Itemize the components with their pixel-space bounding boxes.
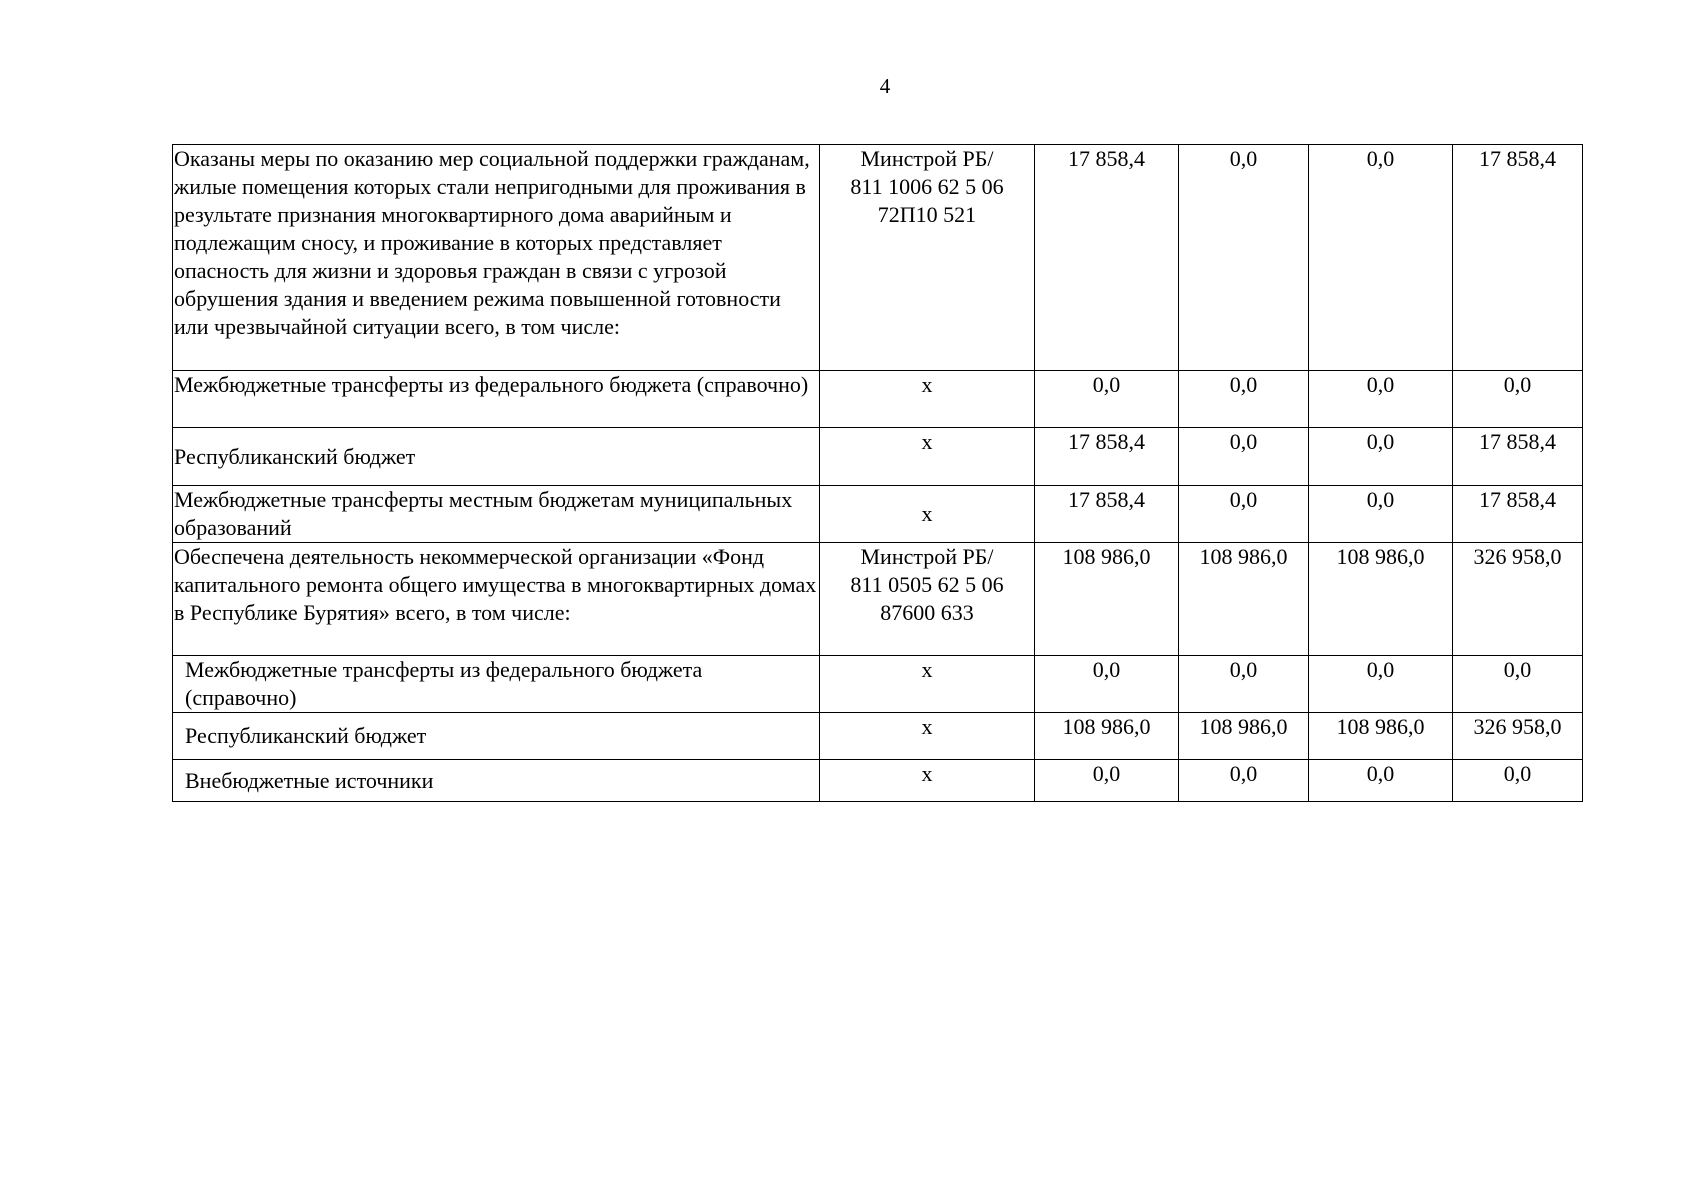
value-cell-2: 108 986,0 <box>1179 543 1309 656</box>
value-cell-1: 0,0 <box>1035 760 1179 802</box>
value-cell-3: 0,0 <box>1309 428 1453 486</box>
row-code: x <box>820 428 1035 486</box>
row-description: Внебюджетные источники <box>173 760 820 802</box>
code-line: Минстрой РБ/ <box>860 146 994 171</box>
table-row <box>173 428 1583 486</box>
row-code: x <box>820 760 1035 802</box>
total-cell: 17 858,4 <box>1453 428 1583 486</box>
row-code: x <box>820 486 1035 543</box>
value-cell-1: 17 858,4 <box>1035 486 1179 543</box>
value-cell-3: 108 986,0 <box>1309 713 1453 760</box>
value-cell-2: 0,0 <box>1179 760 1309 802</box>
row-description: Республиканский бюджет <box>173 713 820 760</box>
value-cell-1: 0,0 <box>1035 656 1179 713</box>
value-cell-1: 108 986,0 <box>1035 713 1179 760</box>
value-cell-2: 0,0 <box>1179 486 1309 543</box>
value-cell-3: 108 986,0 <box>1309 543 1453 656</box>
code-line: 811 1006 62 5 06 <box>850 174 1004 199</box>
value-cell-1: 17 858,4 <box>1035 428 1179 486</box>
value-cell-1: 0,0 <box>1035 371 1179 428</box>
total-cell: 326 958,0 <box>1453 543 1583 656</box>
value-cell-2: 0,0 <box>1179 428 1309 486</box>
total-cell: 0,0 <box>1453 656 1583 713</box>
row-code: x <box>820 371 1035 428</box>
row-description: Межбюджетные трансферты из федерального бюджета (справочно) <box>173 371 820 428</box>
table-row <box>173 713 1583 760</box>
value-cell-3: 0,0 <box>1309 760 1453 802</box>
row-code <box>820 543 1035 656</box>
row-description: Оказаны меры по оказанию мер социальной поддержки гражданам, жилые помещения которых стали непригодными для проживания в результате признания многоквартирного дома аварийным и подлежащим сносу, и проживание в которых представляет опасность для жизни и здоровья граждан в связи с угрозой обрушения здания и введением режима повышенной готовности или чрезвычайной ситуации всего, в том числе: <box>173 145 820 371</box>
value-cell-3: 0,0 <box>1309 486 1453 543</box>
table-row <box>173 371 1583 428</box>
total-cell: 326 958,0 <box>1453 713 1583 760</box>
total-cell: 0,0 <box>1453 371 1583 428</box>
row-code: x <box>820 656 1035 713</box>
value-cell-2: 0,0 <box>1179 371 1309 428</box>
budget-table <box>172 144 1583 802</box>
value-cell-1: 17 858,4 <box>1035 145 1179 371</box>
code-line: 72П10 521 <box>877 202 977 227</box>
total-cell: 17 858,4 <box>1453 145 1583 371</box>
row-code: x <box>820 713 1035 760</box>
row-code <box>820 145 1035 371</box>
row-description: Межбюджетные трансферты местным бюджетам муниципальных образований <box>173 486 820 543</box>
row-description: Республиканский бюджет <box>173 428 820 486</box>
code-line: 811 0505 62 5 06 <box>850 572 1004 597</box>
value-cell-2: 0,0 <box>1179 656 1309 713</box>
row-description: Межбюджетные трансферты из федерального бюджета (справочно) <box>173 656 820 713</box>
value-cell-3: 0,0 <box>1309 145 1453 371</box>
code-line: 87600 633 <box>880 600 974 625</box>
value-cell-2: 0,0 <box>1179 145 1309 371</box>
table-row <box>173 543 1583 656</box>
table-row <box>173 760 1583 802</box>
value-cell-3: 0,0 <box>1309 656 1453 713</box>
total-cell: 0,0 <box>1453 760 1583 802</box>
row-description: Обеспечена деятельность некоммерческой организации «Фонд капитального ремонта общего имущества в многоквартирных домах в Республике Бурятия» всего, в том числе: <box>173 543 820 656</box>
value-cell-3: 0,0 <box>1309 371 1453 428</box>
code-line: Минстрой РБ/ <box>860 544 994 569</box>
table-row <box>173 145 1583 371</box>
value-cell-2: 108 986,0 <box>1179 713 1309 760</box>
table-row <box>173 486 1583 543</box>
total-cell: 17 858,4 <box>1453 486 1583 543</box>
page-number: 4 <box>879 74 891 98</box>
table-row <box>173 656 1583 713</box>
value-cell-1: 108 986,0 <box>1035 543 1179 656</box>
